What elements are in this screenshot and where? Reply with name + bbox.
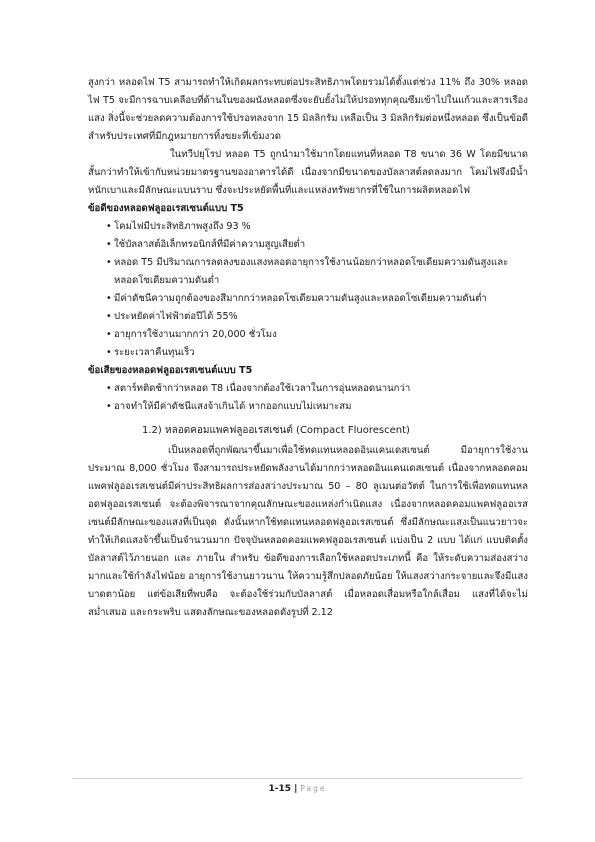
advantages-heading: ข้อดีของหลอดฟลูออเรสเซนต์แบบ T5 xyxy=(88,203,244,214)
disadvantages-heading: ข้อเสียของหลอดฟลูออเรสเซนต์แบบ T5 xyxy=(88,365,253,376)
list-item: • มีค่าดัชนีความถูกต้องของสีมากกว่าหลอดโซเดียมความดันสูงและหลอดโซเดียมความดันต่ำ xyxy=(114,290,528,308)
footer-divider xyxy=(72,778,522,779)
advantages-list xyxy=(88,218,528,362)
list-item: • ใช้บัลลาสต์อิเล็กทรอนิกส์ที่มีค่าความสูญเสียต่ำ xyxy=(114,236,528,254)
list-item: • ประหยัดค่าไฟฟ้าต่อปีได้ 55% xyxy=(114,308,528,326)
page-content xyxy=(88,74,528,622)
list-item: • อายุการใช้งานมากกว่า 20,000 ชั่วโมง xyxy=(114,326,528,344)
page-footer xyxy=(0,784,595,794)
paragraph-t5-efficiency: สูงกว่า หลอดไฟ T5 สามารถทำให้เกิดผลกระทบต่อประสิทธิภาพโดยรวมได้ตั้งแต่ช่วง 11% ถึง 30% หลอดไฟ T5 จะมีการฉาบเคลือบที่ด้านในของผนังหลอดซึ่งจะยับยั้งไม่ให้ปรอททุกคุณซึมเข้าไปในแก้วและสารเรืองแสง สิ่งนี้จะช่วยลดความต้องการใช้ปรอทลงจาก 15 มิลลิกรัม เหลือเป็น 3 มิลลิกรัมต่อหนึ่งหลอด ซึ่งเป็นข้อดีสำหรับประเทศที่มีกฎหมายการทิ้งขยะที่เข้มงวด xyxy=(88,77,528,142)
list-item: • อาจทำให้มีค่าดัชนีแสงจ้าเกินได้ หากออกแบบไม่เหมาะสม xyxy=(114,398,528,416)
list-item: • หลอด T5 มีปริมาณการลดลงของแสงหลอดอายุการใช้งานน้อยกว่าหลอดโซเดียมความดันสูงและหลอดโซเดียมความดันต่ำ xyxy=(114,254,528,290)
page-number: 1-15 | xyxy=(268,784,298,794)
paragraph-compact-fluorescent: เป็นหลอดที่ถูกพัฒนาขึ้นมาเพื่อใช้ทดแทนหลอดอินแคนเดสเซนต์ มีอายุการใช้งานประมาณ 8,000 ชั่วโมง จึงสามารถประหยัดพลังงานได้มากกว่าหลอดอินแคนเดสเซนต์ เนื่องจากหลอดคอมแพคฟลูออเรสเซนต์มีค่าประสิทธิผลการส่องสว่างประมาณ 50 – 80 ลูเมนต่อวัตต์ ในการใช้เพื่อทดแทนหลอดฟลูออเรสเซนต์ จะต้องพิจารณาจากคุณลักษณะของแหล่งกำเนิดแสง เนื่องจากหลอดคอมแพคฟลูออเรสเซนต์มีลักษณะของแสงที่เป็นจุด ดังนั้นหากใช้ทดแทนหลอดฟลูออเรสเซนต์ ซึ่งมีลักษณะแสงเป็นแนวยาวจะทำให้เกิดแสงจ้าขึ้นเป็นจำนวนมาก ปัจจุบันหลอดคอมแพคฟลูออเรสเซนต์ แบ่งเป็น 2 แบบ ได้แก่ แบบติดตั้งบัลลาสต์ไว้ภายนอก และ ภายใน สำหรับ ข้อดีของการเลือกใช้หลอดประเภทนี้ คือ ให้ระดับความส่องสว่างมากและใช้กำลังไฟน้อย อายุการใช้งานยาวนาน ให้ความรู้สึกปลอดภัยน้อย ให้แสงสว่างกระจายและจึงมีแสงบาดตาน้อย แต่ข้อเสียที่พบคือ จะต้องใช้ร่วมกับบัลลาสต์ เมื่อหลอดเสื่อมหรือใกล้เสื่อม แสงที่ได้จะไม่สม่ำเสมอ และกระพริบ แสดงลักษณะของหลอดดังรูปที่ 2.12 xyxy=(88,445,528,618)
list-item: • ระยะเวลาคืนทุนเร็ว xyxy=(114,344,528,362)
list-item: • สตาร์ทติดช้ากว่าหลอด T8 เนื่องจากต้องใช้เวลาในการอุ่นหลอดนานกว่า xyxy=(114,380,528,398)
subsection-title: 1.2) หลอดคอมแพคฟลูออเรสเซนต์ (Compact Fluorescent) xyxy=(142,425,410,436)
disadvantages-list xyxy=(88,380,528,416)
page-label: Page xyxy=(300,784,327,793)
paragraph-t5-europe: ในทวีปยุโรป หลอด T5 ถูกนำมาใช้มากโดยแทนที่หลอด T8 ขนาด 36 W โดยมีขนาดสั้นกว่าทำให้เข้ากับหน่วยมาตรฐานของอาคารได้ดี เนื่องจากมีขนาดของบัลลาสต์ลดลงมาก โคมไฟจึงมีน้ำหนักเบาและมีลักษณะแบนราบ ซึ่งจะประหยัดพื้นที่และแหล่งทรัพยากรที่ใช้ในการผลิตหลอดไฟ xyxy=(88,149,528,196)
list-item: • โคมไฟมีประสิทธิภาพสูงถึง 93 % xyxy=(114,218,528,236)
